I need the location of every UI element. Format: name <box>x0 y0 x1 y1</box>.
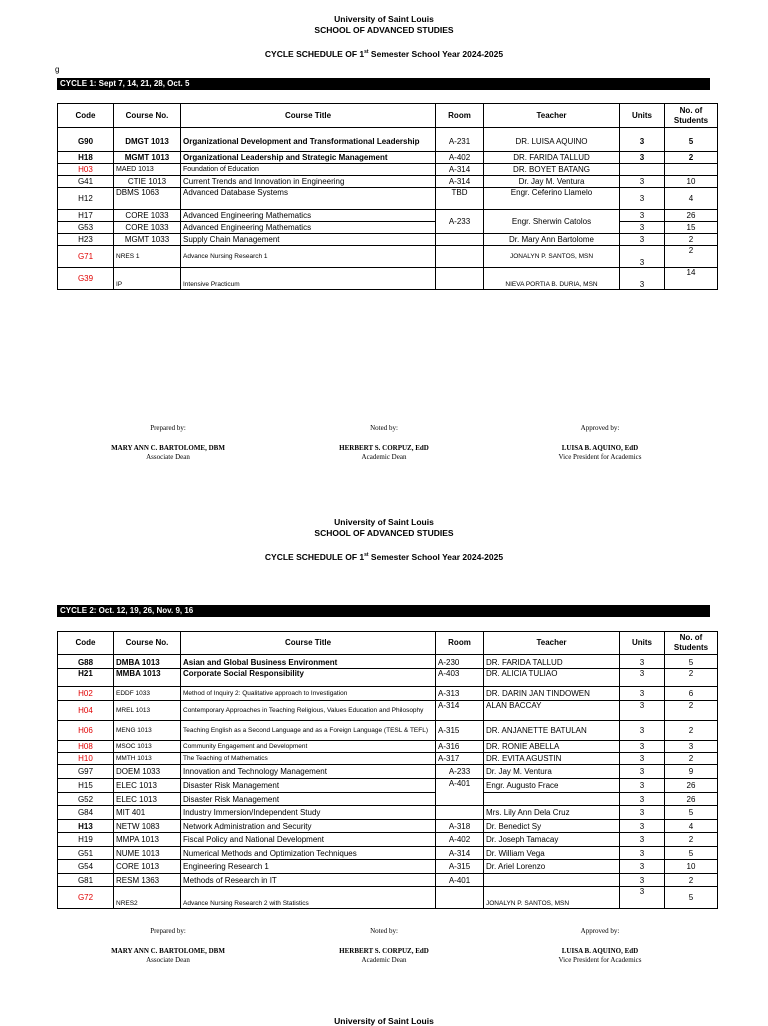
next-page-header-cut: University of Saint Louis <box>334 1016 434 1026</box>
table-row: H13 NETW 1083 Network Administration and Security A-318 Dr. Benedict Sy 3 4 <box>58 820 718 833</box>
table-row: G52 ELEC 1013 Disaster Risk Management 3 26 <box>58 793 718 806</box>
table-row: G39 IP Intensive Practicum NIEVA PORTIA B. DURIA, MSN 3 14 <box>58 268 718 290</box>
table-row: G81 RESM 1363 Methods of Research in IT A-401 3 2 <box>58 874 718 887</box>
prepared-by-block-2: Prepared by: MARY ANN C. BARTOLOME, DBM Associate Dean <box>111 927 225 964</box>
noted-by-block-2: Noted by: HERBERT S. CORPUZ, EdD Academic Dean <box>339 927 429 964</box>
col-course-title: Course Title <box>181 104 436 128</box>
table-row: H19 MMPA 1013 Fiscal Policy and National Development A-402 Dr. Joseph Tamacay 3 2 <box>58 833 718 847</box>
table-row: H21 MMBA 1013 Corporate Social Responsibility A-403 DR. ALICIA TULIAO 3 2 <box>58 669 718 687</box>
cycle1-table <box>57 103 718 290</box>
table-row: H17 CORE 1033 Advanced Engineering Mathematics A-233 Engr. Sherwin Catolos 3 26 <box>58 210 718 222</box>
header-cycle1 <box>0 14 768 60</box>
col-code: Code <box>58 104 114 128</box>
cycle2-label-bar: CYCLE 2: Oct. 12, 19, 26, Nov. 9, 16 <box>57 605 710 617</box>
col-units: Units <box>620 104 665 128</box>
col-room: Room <box>436 104 484 128</box>
noted-by-block: Noted by: HERBERT S. CORPUZ, EdD Academic Dean <box>339 424 429 461</box>
prepared-by-block: Prepared by: MARY ANN C. BARTOLOME, DBM Associate Dean <box>111 424 225 461</box>
table-row: G72 NRES2 Advance Nursing Research 2 with Statistics JONALYN P. SANTOS, MSN 3 5 <box>58 887 718 909</box>
table-row: H18 MGMT 1013 Organizational Leadership and Strategic Management A-402 DR. FARIDA TALLUD 3 2 <box>58 152 718 164</box>
table-row: H03 MAED 1013 Foundation of Education A-314 DR. BOYET BATANG <box>58 164 718 176</box>
table-header-row <box>58 104 718 128</box>
table-row: G84 MIT 401 Industry Immersion/Independent Study Mrs. Lily Ann Dela Cruz 3 5 <box>58 806 718 820</box>
school-name: SCHOOL OF ADVANCED STUDIES <box>314 25 454 35</box>
table-header-row: Code Course No. Course Title Room Teacher Units No. of Students <box>58 632 718 655</box>
university-name: University of Saint Louis <box>334 14 434 24</box>
table-row: H04 MREL 1013 Contemporary Approaches in Teaching Religious, Values Education and Philosophy A-314 ALAN BACCAY 3 2 <box>58 701 718 721</box>
table-row: H23 MGMT 1033 Supply Chain Management Dr. Mary Ann Bartolome 3 2 <box>58 234 718 246</box>
table-row: G88 DMBA 1013 Asian and Global Business Environment A-230 DR. FARIDA TALLUD 3 5 <box>58 658 718 669</box>
table-row: H10 MMTH 1013 The Teaching of Mathematics A-317 DR. EVITA AGUSTIN 3 2 <box>58 753 718 765</box>
col-students: No. of Students <box>665 104 718 128</box>
cycle2-table <box>57 631 718 909</box>
stray-mark: g <box>55 65 60 74</box>
table-row: G53 CORE 1033 Advanced Engineering Mathematics 3 15 <box>58 222 718 234</box>
table-row: H06 MENG 1013 Teaching English as a Second Language and as a Foreign Language (TESL & TEFL) A-315 DR. ANJANETTE BATULAN 3 2 <box>58 721 718 741</box>
table-row: G51 NUME 1013 Numerical Methods and Optimization Techniques A-314 Dr. William Vega 3 5 <box>58 847 718 860</box>
col-teacher: Teacher <box>484 104 620 128</box>
table-row: G54 CORE 1013 Engineering Research 1 A-315 Dr. Ariel Lorenzo 3 10 <box>58 860 718 874</box>
cycle1-label-bar: CYCLE 1: Sept 7, 14, 21, 28, Oct. 5 <box>57 78 710 90</box>
table-row: G97 DOEM 1033 Innovation and Technology Management A-233 Dr. Jay M. Ventura 3 9 <box>58 765 718 779</box>
table-row: G90 DMGT 1013 Organizational Development and Transformational Leadership A-231 DR. LUISA AQUINO 3 5 <box>58 132 718 152</box>
table-row: G71 NRES 1 Advance Nursing Research 1 JONALYN P. SANTOS, MSN 3 2 <box>58 246 718 268</box>
col-course-no: Course No. <box>114 104 181 128</box>
table-row: G41 CTIE 1013 Current Trends and Innovation in Engineering A-314 Dr. Jay M. Ventura 3 10 <box>58 176 718 188</box>
table-row: H02 EDDF 1033 Method of Inquiry 2: Qualitative approach to Investigation A-313 DR. DARIN JAN TINDOWEN 3 6 <box>58 687 718 701</box>
table-row: H12 DBMS 1063 Advanced Database Systems TBD Engr. Ceferino Llamelo 3 4 <box>58 188 718 210</box>
table-row: H08 MSOC 1013 Community Engagement and Development A-316 DR. RONIE ABELLA 3 3 <box>58 741 718 753</box>
header-cycle2: University of Saint Louis SCHOOL OF ADVANCED STUDIES CYCLE SCHEDULE OF 1st Semester School Year 2024-2025 <box>264 517 504 562</box>
approved-by-block: Approved by: LUISA B. AQUINO, EdD Vice President for Academics <box>558 424 642 461</box>
table-row: H15 ELEC 1013 Disaster Risk Management A-401 Engr. Augusto Frace 3 26 <box>58 779 718 793</box>
schedule-title: CYCLE SCHEDULE OF 1st Semester School Year 2024-2025 <box>264 48 504 59</box>
approved-by-block-2: Approved by: LUISA B. AQUINO, EdD Vice President for Academics <box>558 927 642 964</box>
